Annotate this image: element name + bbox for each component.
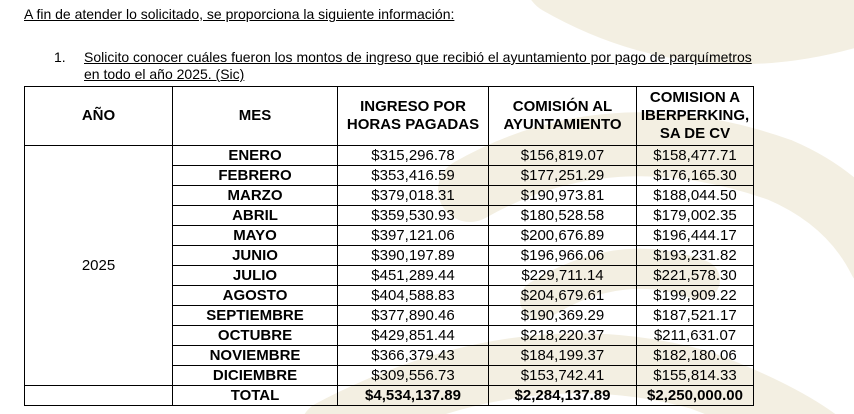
comision-ayuntamiento-cell: $180,528.58 bbox=[489, 206, 637, 226]
month-cell: ABRIL bbox=[173, 206, 338, 226]
comision-ayuntamiento-cell: $190,369.29 bbox=[489, 306, 637, 326]
ingreso-cell: $451,289.44 bbox=[338, 266, 489, 286]
month-cell: DICIEMBRE bbox=[173, 366, 338, 386]
column-header-ingreso: INGRESO POR HORAS PAGADAS bbox=[338, 87, 489, 146]
intro-text: A fin de atender lo solicitado, se proporciona la siguiente información: bbox=[24, 6, 455, 22]
total-row bbox=[25, 386, 754, 406]
list-item-number: 1. bbox=[54, 49, 66, 65]
comision-iberperking-cell: $155,814.33 bbox=[637, 366, 754, 386]
total-comision-ayuntamiento-cell: $2,284,137.89 bbox=[489, 386, 637, 406]
comision-ayuntamiento-cell: $200,676.89 bbox=[489, 226, 637, 246]
comision-ayuntamiento-cell: $218,220.37 bbox=[489, 326, 637, 346]
month-cell: ENERO bbox=[173, 146, 338, 166]
comision-iberperking-cell: $221,578.30 bbox=[637, 266, 754, 286]
ingreso-cell: $397,121.06 bbox=[338, 226, 489, 246]
month-cell: OCTUBRE bbox=[173, 326, 338, 346]
ingreso-cell: $379,018.31 bbox=[338, 186, 489, 206]
month-cell: JULIO bbox=[173, 266, 338, 286]
ingreso-cell: $404,588.83 bbox=[338, 286, 489, 306]
comision-iberperking-cell: $211,631.07 bbox=[637, 326, 754, 346]
comision-iberperking-cell: $188,044.50 bbox=[637, 186, 754, 206]
comision-ayuntamiento-cell: $196,966.06 bbox=[489, 246, 637, 266]
column-header-comision-iberperking: COMISION A IBERPERKING, SA DE CV bbox=[637, 87, 754, 146]
ingreso-cell: $315,296.78 bbox=[338, 146, 489, 166]
month-cell: MARZO bbox=[173, 186, 338, 206]
ingreso-cell: $359,530.93 bbox=[338, 206, 489, 226]
comision-iberperking-cell: $187,521.17 bbox=[637, 306, 754, 326]
total-comision-iberperking-cell: $2,250,000.00 bbox=[637, 386, 754, 406]
year-cell: 2025 bbox=[25, 146, 173, 386]
ingreso-cell: $390,197.89 bbox=[338, 246, 489, 266]
month-cell: SEPTIEMBRE bbox=[173, 306, 338, 326]
request-text: Solicito conocer cuáles fueron los montos de ingreso que recibió el ayuntamiento por pago de parquímetros en todo el año 2025. (Sic) bbox=[84, 49, 752, 82]
comision-iberperking-cell: $196,444.17 bbox=[637, 226, 754, 246]
total-ingreso-cell: $4,534,137.89 bbox=[338, 386, 489, 406]
comision-ayuntamiento-cell: $177,251.29 bbox=[489, 166, 637, 186]
revenue-table bbox=[24, 86, 754, 406]
ingreso-cell: $309,556.73 bbox=[338, 366, 489, 386]
table-header-row bbox=[25, 87, 754, 146]
comision-iberperking-cell: $199,909.22 bbox=[637, 286, 754, 306]
total-blank-cell bbox=[25, 386, 173, 406]
month-cell: NOVIEMBRE bbox=[173, 346, 338, 366]
comision-ayuntamiento-cell: $153,742.41 bbox=[489, 366, 637, 386]
month-cell: AGOSTO bbox=[173, 286, 338, 306]
column-header-anio: AÑO bbox=[25, 87, 173, 146]
comision-ayuntamiento-cell: $204,679.61 bbox=[489, 286, 637, 306]
ingreso-cell: $429,851.44 bbox=[338, 326, 489, 346]
comision-iberperking-cell: $158,477.71 bbox=[637, 146, 754, 166]
column-header-comision-ayuntamiento: COMISIÓN AL AYUNTAMIENTO bbox=[489, 87, 637, 146]
month-cell: FEBRERO bbox=[173, 166, 338, 186]
comision-ayuntamiento-cell: $190,973.81 bbox=[489, 186, 637, 206]
column-header-mes: MES bbox=[173, 87, 338, 146]
comision-ayuntamiento-cell: $184,199.37 bbox=[489, 346, 637, 366]
table-row bbox=[25, 146, 754, 166]
comision-iberperking-cell: $179,002.35 bbox=[637, 206, 754, 226]
total-label: TOTAL bbox=[173, 386, 338, 406]
comision-ayuntamiento-cell: $156,819.07 bbox=[489, 146, 637, 166]
comision-iberperking-cell: $182,180.06 bbox=[637, 346, 754, 366]
comision-iberperking-cell: $193,231.82 bbox=[637, 246, 754, 266]
ingreso-cell: $353,416.59 bbox=[338, 166, 489, 186]
ingreso-cell: $366,379.43 bbox=[338, 346, 489, 366]
month-cell: MAYO bbox=[173, 226, 338, 246]
ingreso-cell: $377,890.46 bbox=[338, 306, 489, 326]
comision-ayuntamiento-cell: $229,711.14 bbox=[489, 266, 637, 286]
month-cell: JUNIO bbox=[173, 246, 338, 266]
comision-iberperking-cell: $176,165.30 bbox=[637, 166, 754, 186]
